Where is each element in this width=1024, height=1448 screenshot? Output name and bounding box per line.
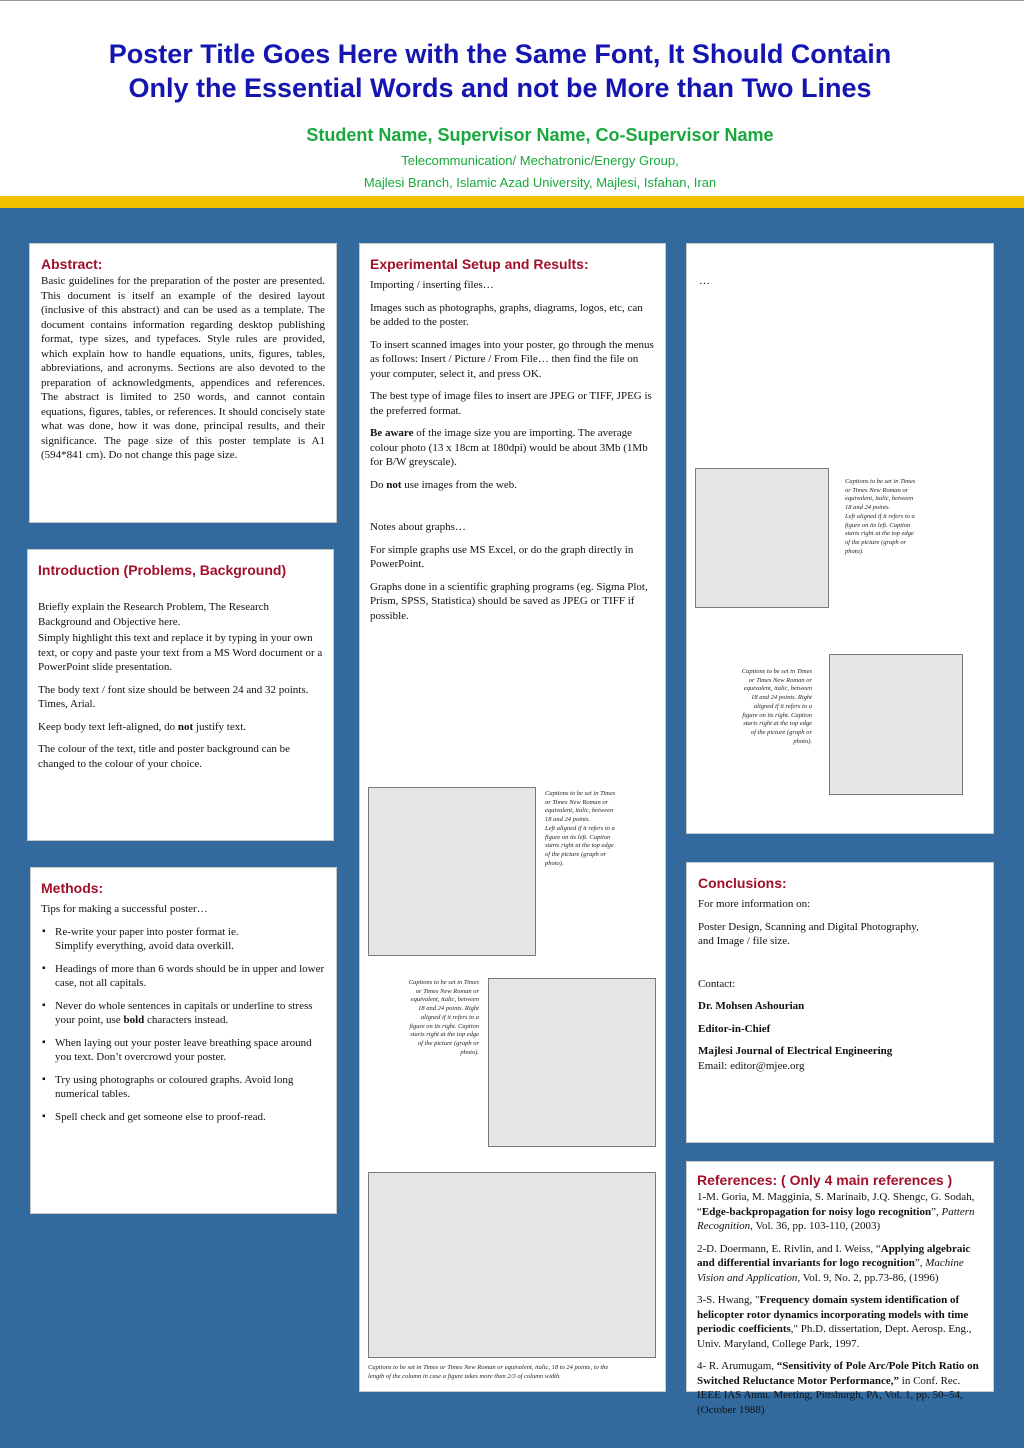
experimental-paragraph-7: Notes about graphs…: [370, 521, 466, 533]
caption-line: figure on its right. Caption: [409, 1022, 479, 1030]
tip-3-pre: Never do whole sentences in capitals or underline to stress your point, use: [55, 999, 313, 1026]
contact-email[interactable]: Email: editor@mjee.org: [698, 1059, 805, 1072]
ref1-journal: Pattern Recognition: [697, 1205, 975, 1232]
experimental-paragraph-6: [370, 478, 655, 493]
ref2-sep: ”,: [914, 1257, 926, 1269]
list-item: ▪ When laying out your poster leave breathing space around you text. Don’t overcrowd your poster.: [41, 1036, 326, 1065]
experimental-paragraph-3: To insert scanned images into your poster, go through the menus as follows: Insert / Picture / From File… then find the file on your computer, select it, and press OK.: [370, 338, 654, 380]
contact-role: [698, 1022, 982, 1037]
figure-caption-right-aligned-1: [388, 979, 479, 1057]
caption-line: photo).: [793, 737, 812, 745]
caption-line: 18 and 24 points. Right: [418, 1005, 479, 1013]
concl-p2-b: and Image / file size.: [698, 935, 790, 947]
introduction-paragraph-1: Briefly explain the Research Problem, The Research Background and Objective here.: [38, 601, 270, 628]
caption-line: equivalent, italic, between: [545, 807, 614, 815]
abstract-text: Basic guidelines for the preparation of the poster are presented. This document is itself an example of the desired layout (inclusive of this abstract) and can be used as a template. The document contains information regarding desktop publishing format, type sizes, and typefaces. Style rules are provided, which explain how to handle equations, units, figures, tables, abbreviations, and acronyms. Sections are also devoted to the preparation of acknowledgments, appendices and references. The abstract is limited to 250 words, and cannot contain equations, figures, tables, or references. It should concisely state what was done, how it was done, principal results, and their significance. The page size of this poster template is A1 (594*841 cm). Do not change this page size.: [41, 275, 325, 461]
methods-heading: Methods:: [41, 880, 104, 896]
caption-line: or Times New Roman or: [845, 486, 909, 494]
caption-line: Captions to be set in Times: [741, 668, 812, 675]
list-item: [41, 999, 326, 1028]
tip-1a: Re-write your paper into poster format ie.: [55, 925, 239, 938]
conclusions-panel: [686, 862, 994, 1143]
conclusions-paragraph-1: For more information on:: [698, 898, 811, 910]
ref3-details: ," Ph.D. dissertation, Dept. Aerosp. Eng., Univ. Maryland, College Park, 1997.: [697, 1323, 972, 1350]
caption-line: aligned if it refers to a: [753, 702, 812, 710]
figure-placeholder-1: [368, 787, 536, 956]
experimental-paragraph-1: Importing / inserting files…: [370, 279, 494, 291]
figure-caption-wide: [368, 1364, 658, 1381]
tip-3-post: characters instead.: [144, 1014, 229, 1026]
abstract-heading: Abstract:: [41, 256, 103, 272]
caption-line: or Times New Roman or: [748, 676, 812, 684]
exp-p6-bold: not: [386, 478, 402, 491]
tip-3-bold: bold: [123, 1014, 145, 1026]
ref2-journal: Machine Vision and Application: [697, 1257, 964, 1284]
figure-caption-left-aligned-2: [845, 478, 935, 556]
figure-caption-right-aligned-2: [722, 668, 812, 746]
caption-line: 18 and 24 points.: [845, 504, 891, 512]
introduction-heading: Introduction (Problems, Background): [38, 562, 287, 578]
caption-line: equivalent, italic, between: [743, 685, 812, 693]
conclusions-heading: Conclusions:: [698, 875, 787, 891]
caption-line: Captions to be set in Times: [545, 790, 616, 797]
contact-journal-bold: Majlesi Journal of Electrical Engineering: [698, 1045, 893, 1057]
caption-line: figure on its left. Caption: [845, 521, 911, 529]
experimental-paragraph-8: For simple graphs use MS Excel, or do the graph directly in PowerPoint.: [370, 543, 634, 570]
list-item: ▪ Try using photographs or coloured graphs. Avoid long numerical tables.: [41, 1073, 326, 1102]
contact-role-bold: Editor-in-Chief: [698, 1022, 771, 1035]
intro-p4-bold: not: [177, 720, 194, 733]
methods-tips-list: [41, 925, 326, 1125]
ref1-authors: 1-M. Goria, M. Magginia, S. Marinaib, J.Q. Shengc, G. Sodah, “: [697, 1191, 975, 1218]
caption-line: length of the column in case a figure takes more than 2/3 of column width.: [368, 1372, 561, 1380]
exp-p6-post: use images from the web.: [401, 478, 517, 491]
ref4-details: in Conf. Rec. IEEE IAS Annu. Meeting, Pittsburgh, PA, Vol. 1, pp. 50–54, (October 1988): [697, 1374, 963, 1416]
exp-p5-rest: of the image size you are importing. The average colour photo (13 x 18cm at 180dpi) would be about 3Mb (1Mb for B/W greyscale).: [370, 427, 648, 468]
caption-line: figure on its right. Caption: [742, 711, 812, 719]
affiliation-university: Majlesi Branch, Islamic Azad University, Majlesi, Isfahan, Iran: [363, 175, 717, 190]
title-line-1: Poster Title Goes Here with the Same Font, It Should Contain: [108, 39, 892, 69]
reference-2: [697, 1242, 983, 1286]
introduction-paragraph-5: The colour of the text, title and poster background can be changed to the colour of your choice.: [38, 743, 290, 770]
abstract-panel: [29, 243, 337, 523]
affiliation-group: Telecommunication/ Mechatronic/Energy Group,: [401, 153, 679, 168]
experimental-heading: Experimental Setup and Results:: [370, 256, 589, 272]
ellipsis-text: …: [699, 275, 710, 287]
contact-name: [698, 999, 982, 1014]
intro-p4-post: justify text.: [193, 720, 247, 733]
figure-placeholder-3: [695, 468, 829, 608]
ref1-details: , Vol. 36, pp. 103-110, (2003): [750, 1220, 881, 1232]
reference-1: [697, 1190, 983, 1234]
header-stripe: [0, 196, 1024, 208]
experimental-paragraph-9: Graphs done in a scientific graphing programs (eg. Sigma Plot, Prism, SPSS, Statistica) should be saved as JPEG or TIFF if possible.: [370, 580, 648, 622]
tip-1b: Simplify everything, avoid data overkill.: [55, 940, 235, 952]
ref3-title: Frequency domain system identification of helicopter rotor dynamics incorporating models with time periodic coefficients: [697, 1294, 969, 1335]
ref2-authors: 2-D. Doermann, E. Rivlin, and I. Weiss, “: [697, 1242, 881, 1255]
figure-placeholder-2: [488, 978, 656, 1147]
ref2-details: , Vol. 9, No. 2, pp.73-86, (1996): [797, 1271, 939, 1284]
experimental-paragraph-2: Images such as photographs, graphs, diagrams, logos, etc, can be added to the poster.: [370, 301, 643, 328]
methods-panel: [30, 867, 337, 1214]
ref1-title: Edge-backpropagation for noisy logo recognition: [701, 1205, 932, 1218]
caption-line: Captions to be set in Times or Times New Roman or equivalent, italic, 18 to 24 points, to the: [368, 1364, 609, 1371]
caption-line: of the picture (graph or: [845, 538, 907, 546]
caption-line: or Times New Roman or: [545, 798, 609, 806]
ref4-title: “Sensitivity of Pole Arc/Pole Pitch Ratio on Switched Reluctance Motor Performance,”: [697, 1360, 979, 1387]
caption-line: starts right at the top edge: [410, 1031, 479, 1039]
ref3-authors: 3-S. Hwang, ": [697, 1294, 760, 1306]
caption-line: photo).: [460, 1048, 479, 1056]
introduction-paragraph-4: [38, 720, 323, 735]
caption-line: photo).: [545, 859, 564, 867]
reference-4: [697, 1359, 983, 1417]
caption-line: of the picture (graph or: [545, 850, 607, 858]
contact-journal: [698, 1044, 982, 1073]
caption-line: aligned if it refers to a: [420, 1013, 479, 1021]
introduction-paragraph-2: Simply highlight this text and replace it by typing in your own text, or copy and paste your text from a MS Word document or a PowerPoint slide presentation.: [38, 632, 323, 673]
caption-line: equivalent, italic, between: [845, 495, 914, 503]
list-item: [41, 925, 326, 954]
list-item: ▪ Headings of more than 6 words should be in upper and lower case, not all capitals.: [41, 962, 326, 991]
caption-line: starts right at the top edge: [545, 842, 614, 850]
experimental-paragraph-4: The best type of image files to insert are JPEG or TIFF, JPEG is the preferred format.: [370, 390, 652, 417]
caption-line: Left aligned if it refers to a: [545, 824, 615, 832]
exp-p6-pre: Do: [370, 478, 387, 491]
intro-p4-pre: Keep body text left-aligned, do: [38, 720, 178, 733]
figure-placeholder-wide: [368, 1172, 656, 1358]
contact-label: Contact:: [698, 977, 736, 990]
caption-line: Left aligned if it refers to a: [845, 512, 915, 520]
caption-line: figure on its left. Caption: [545, 833, 611, 841]
caption-line: of the picture (graph or: [417, 1039, 479, 1047]
caption-line: photo).: [845, 547, 864, 555]
ref2-title: Applying algebraic and differential invariants for logo recognition: [697, 1242, 971, 1269]
poster-title: [20, 37, 980, 105]
caption-line: Captions to be set in Times: [845, 478, 916, 485]
figure-placeholder-4: [829, 654, 963, 795]
references-panel: [686, 1161, 994, 1416]
conclusions-paragraph-2: [698, 920, 982, 949]
caption-line: equivalent, italic, between: [410, 996, 479, 1004]
caption-line: starts right at the top edge: [743, 720, 812, 728]
caption-line: Captions to be set in Times: [408, 979, 479, 986]
title-line-2: Only the Essential Words and not be More than Two Lines: [128, 73, 872, 103]
poster-header: [0, 0, 1024, 196]
caption-line: or Times New Roman or: [415, 987, 479, 995]
caption-line: starts right at the top edge: [845, 530, 914, 538]
ref1-sep: ”,: [931, 1205, 942, 1218]
list-item: ▪ Spell check and get someone else to proof-read.: [41, 1110, 326, 1125]
reference-3: [697, 1293, 983, 1351]
methods-intro: Tips for making a successful poster…: [41, 903, 208, 915]
references-heading: References: ( Only 4 main references ): [697, 1172, 953, 1188]
exp-p5-bold: Be aware: [370, 427, 414, 439]
caption-line: 18 and 24 points. Right: [751, 694, 812, 702]
contact-name-bold: Dr. Mohsen Ashourian: [698, 1000, 805, 1012]
experimental-paragraph-5: [370, 426, 655, 470]
author-names: Student Name, Supervisor Name, Co-Supervisor Name: [306, 125, 774, 145]
figure-caption-left-aligned-1: [545, 790, 635, 868]
caption-line: 18 and 24 points.: [545, 816, 591, 824]
concl-p2-a: Poster Design, Scanning and Digital Photography,: [698, 920, 919, 933]
ref4-authors: 4- R. Arumugam,: [697, 1360, 777, 1372]
caption-line: of the picture (graph or: [750, 728, 812, 736]
introduction-paragraph-3: The body text / font size should be between 24 and 32 points. Times, Arial.: [38, 683, 309, 710]
introduction-panel: [27, 549, 334, 841]
